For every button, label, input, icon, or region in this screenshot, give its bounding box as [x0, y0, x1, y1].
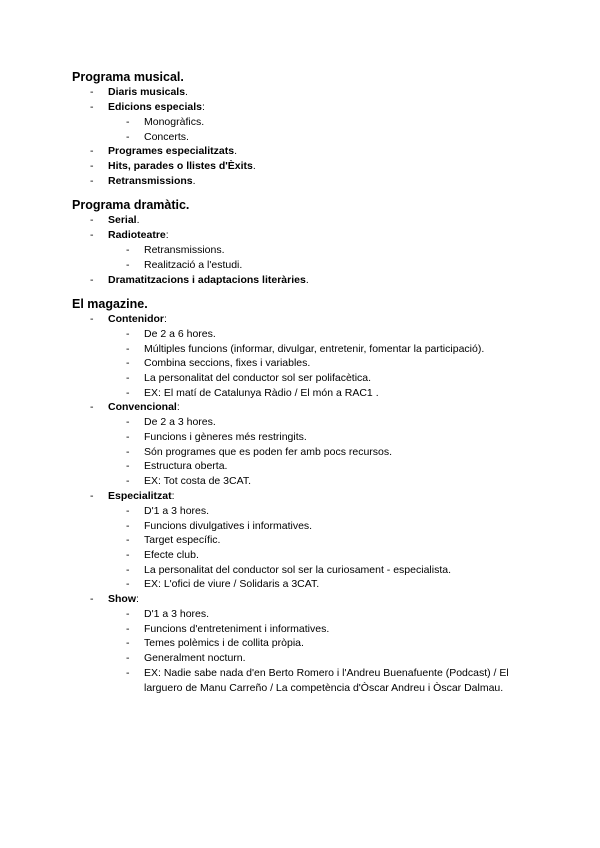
- sub-list-item: [72, 356, 542, 371]
- sub-item-text: Retransmissions.: [144, 244, 225, 257]
- sub-item-text: Target específic.: [144, 534, 221, 547]
- item-punctuation: .: [192, 175, 196, 188]
- bullet-dash: -: [126, 563, 130, 576]
- sub-item-text: Múltiples funcions (informar, divulgar, entretenir, fomentar la participació).: [144, 342, 485, 355]
- bullet-dash: -: [126, 637, 130, 650]
- sub-list: [72, 243, 542, 272]
- bullet-dash: -: [126, 244, 130, 257]
- bullet-dash: -: [126, 608, 130, 621]
- bullet-dash: -: [90, 489, 94, 502]
- sub-item-text: De 2 a 3 hores.: [144, 416, 216, 429]
- sub-list-item: [72, 327, 542, 342]
- section-title: Programa dramàtic.: [72, 198, 190, 213]
- list-item: [72, 312, 542, 401]
- bullet-dash: -: [126, 534, 130, 547]
- bullet-dash: -: [126, 371, 130, 384]
- sub-item-text: D'1 a 3 hores.: [144, 504, 210, 517]
- sub-item-text: EX: Tot costa de 3CAT.: [144, 475, 251, 488]
- sub-list-item: [72, 243, 542, 258]
- list-item: [72, 85, 542, 100]
- bullet-dash: -: [126, 666, 130, 679]
- bullet-dash: -: [126, 130, 130, 143]
- item-term: Serial: [108, 214, 137, 227]
- sub-item-text: La personalitat del conductor sol ser polifacètica.: [144, 371, 372, 384]
- document-page: [72, 70, 542, 704]
- item-punctuation: :: [136, 593, 139, 606]
- sub-item-text: Generalment nocturn.: [144, 652, 246, 665]
- item-punctuation: .: [185, 86, 188, 98]
- list-item: [72, 174, 542, 189]
- bullet-dash: -: [126, 548, 130, 561]
- sub-list-item: [72, 115, 542, 130]
- bullet-dash: -: [126, 431, 130, 444]
- section: [72, 297, 542, 695]
- sub-list-item: [72, 459, 542, 474]
- item-punctuation: .: [136, 214, 140, 227]
- list-item: [72, 489, 542, 592]
- list-item: [72, 400, 542, 489]
- sub-item-text: La personalitat del conductor sol ser la curiosament - especialista.: [144, 563, 451, 576]
- list-item: [72, 144, 542, 159]
- item-term: Dramatitzacions i adaptacions literàries: [108, 273, 306, 286]
- sub-list: [72, 504, 542, 592]
- item-term: Programes especialitzats: [108, 145, 235, 158]
- item-punctuation: :: [164, 312, 167, 325]
- sub-list: [72, 327, 542, 401]
- sub-item-text: Funcions d'entreteniment i informatives.: [144, 622, 330, 635]
- sub-item-text: D'1 a 3 hores.: [144, 608, 210, 621]
- sub-list-item: [72, 504, 542, 519]
- bullet-dash: -: [126, 578, 130, 591]
- sub-list-item: [72, 533, 542, 548]
- section: [72, 70, 542, 189]
- sub-list-item: [72, 474, 542, 489]
- bullet-list: [72, 213, 542, 287]
- sub-list-item: [72, 577, 542, 592]
- sub-item-text: Funcions i gèneres més restringits.: [144, 431, 307, 444]
- bullet-dash: -: [90, 145, 94, 158]
- item-term: Radioteatre: [108, 229, 166, 242]
- bullet-dash: -: [126, 116, 130, 128]
- sub-item-text: Realització a l'estudi.: [144, 259, 243, 272]
- item-punctuation: .: [252, 160, 256, 173]
- bullet-dash: -: [90, 160, 94, 173]
- section-title: Programa musical.: [72, 70, 184, 84]
- sub-item-text: Són programes que es poden fer amb pocs recursos.: [144, 445, 393, 458]
- bullet-dash: -: [90, 273, 94, 286]
- bullet-dash: -: [126, 445, 130, 458]
- list-item: [72, 213, 542, 228]
- bullet-dash: -: [90, 312, 94, 325]
- bullet-dash: -: [126, 386, 130, 399]
- list-item: [72, 159, 542, 174]
- bullet-dash: -: [126, 416, 130, 429]
- sub-list-item: [72, 258, 542, 273]
- sub-list-item: [72, 666, 542, 695]
- bullet-dash: -: [126, 475, 130, 488]
- bullet-dash: -: [126, 460, 130, 473]
- bullet-dash: -: [126, 622, 130, 635]
- item-term: Convencional: [108, 401, 177, 414]
- list-item: [72, 273, 542, 288]
- sub-list-item: [72, 563, 542, 578]
- bullet-dash: -: [90, 229, 94, 242]
- item-term: Diaris musicals: [108, 86, 186, 98]
- item-term: Show: [108, 593, 136, 606]
- sub-item-text: Efecte club.: [144, 548, 199, 561]
- list-item: [72, 592, 542, 695]
- item-term: Hits, parades o llistes d'Èxits: [108, 160, 253, 173]
- item-term: Contenidor: [108, 312, 164, 325]
- sub-item-text: Concerts.: [144, 130, 189, 143]
- sub-list: [72, 607, 542, 695]
- bullet-dash: -: [126, 504, 130, 517]
- sub-list-item: [72, 548, 542, 563]
- sub-list-item: [72, 430, 542, 445]
- bullet-dash: -: [126, 259, 130, 272]
- bullet-dash: -: [90, 214, 94, 227]
- item-punctuation: :: [165, 229, 169, 242]
- bullet-dash: -: [126, 357, 130, 370]
- bullet-list: [72, 85, 542, 189]
- sub-item-text: Estructura oberta.: [144, 460, 228, 473]
- section-title: El magazine.: [72, 296, 148, 311]
- sub-item-text: Combina seccions, fixes i variables.: [144, 357, 311, 370]
- section: [72, 198, 542, 287]
- sub-item-text: EX: El matí de Catalunya Ràdio / El món a RAC1 .: [144, 386, 379, 399]
- sub-list-item: [72, 386, 542, 401]
- bullet-dash: -: [90, 101, 94, 113]
- sub-list-item: [72, 651, 542, 666]
- bullet-dash: -: [90, 86, 94, 98]
- item-term: Especialitzat: [108, 489, 172, 502]
- sub-item-text: Funcions divulgatives i informatives.: [144, 519, 313, 532]
- bullet-list: [72, 312, 542, 695]
- bullet-dash: -: [126, 652, 130, 665]
- sub-list: [72, 115, 542, 144]
- sub-list: [72, 415, 542, 489]
- item-punctuation: :: [176, 401, 180, 414]
- sub-list-item: [72, 636, 542, 651]
- sub-list-item: [72, 445, 542, 460]
- item-term: Retransmissions: [108, 175, 193, 188]
- sub-list-item: [72, 607, 542, 622]
- sub-item-text: Temes polèmics i de collita pròpia.: [144, 637, 304, 650]
- list-item: [72, 100, 542, 144]
- bullet-dash: -: [126, 519, 130, 532]
- sub-list-item: [72, 130, 542, 145]
- sub-item-text: EX: L'ofici de viure / Solidaris a 3CAT.: [144, 578, 320, 591]
- item-punctuation: :: [201, 101, 205, 113]
- bullet-dash: -: [90, 175, 94, 188]
- sub-list-item: [72, 371, 542, 386]
- bullet-dash: -: [126, 327, 130, 340]
- item-punctuation: .: [234, 145, 237, 158]
- sub-item-text: EX: Nadie sabe nada d'en Berto Romero i l'Andreu Buenafuente (Podcast) / El larguero de Manu Carreño / La competència d'Òscar Andreu i Òscar Dalmau.: [144, 666, 509, 694]
- list-item: [72, 228, 542, 272]
- bullet-dash: -: [90, 401, 94, 414]
- sub-list-item: [72, 622, 542, 637]
- sub-item-text: De 2 a 6 hores.: [144, 327, 216, 340]
- item-term: Edicions especials: [108, 101, 202, 113]
- item-punctuation: .: [305, 273, 309, 286]
- sub-item-text: Monogràfics.: [144, 116, 205, 128]
- sub-list-item: [72, 519, 542, 534]
- bullet-dash: -: [90, 593, 94, 606]
- item-punctuation: :: [171, 489, 175, 502]
- bullet-dash: -: [126, 342, 130, 355]
- sub-list-item: [72, 415, 542, 430]
- sub-list-item: [72, 342, 542, 357]
